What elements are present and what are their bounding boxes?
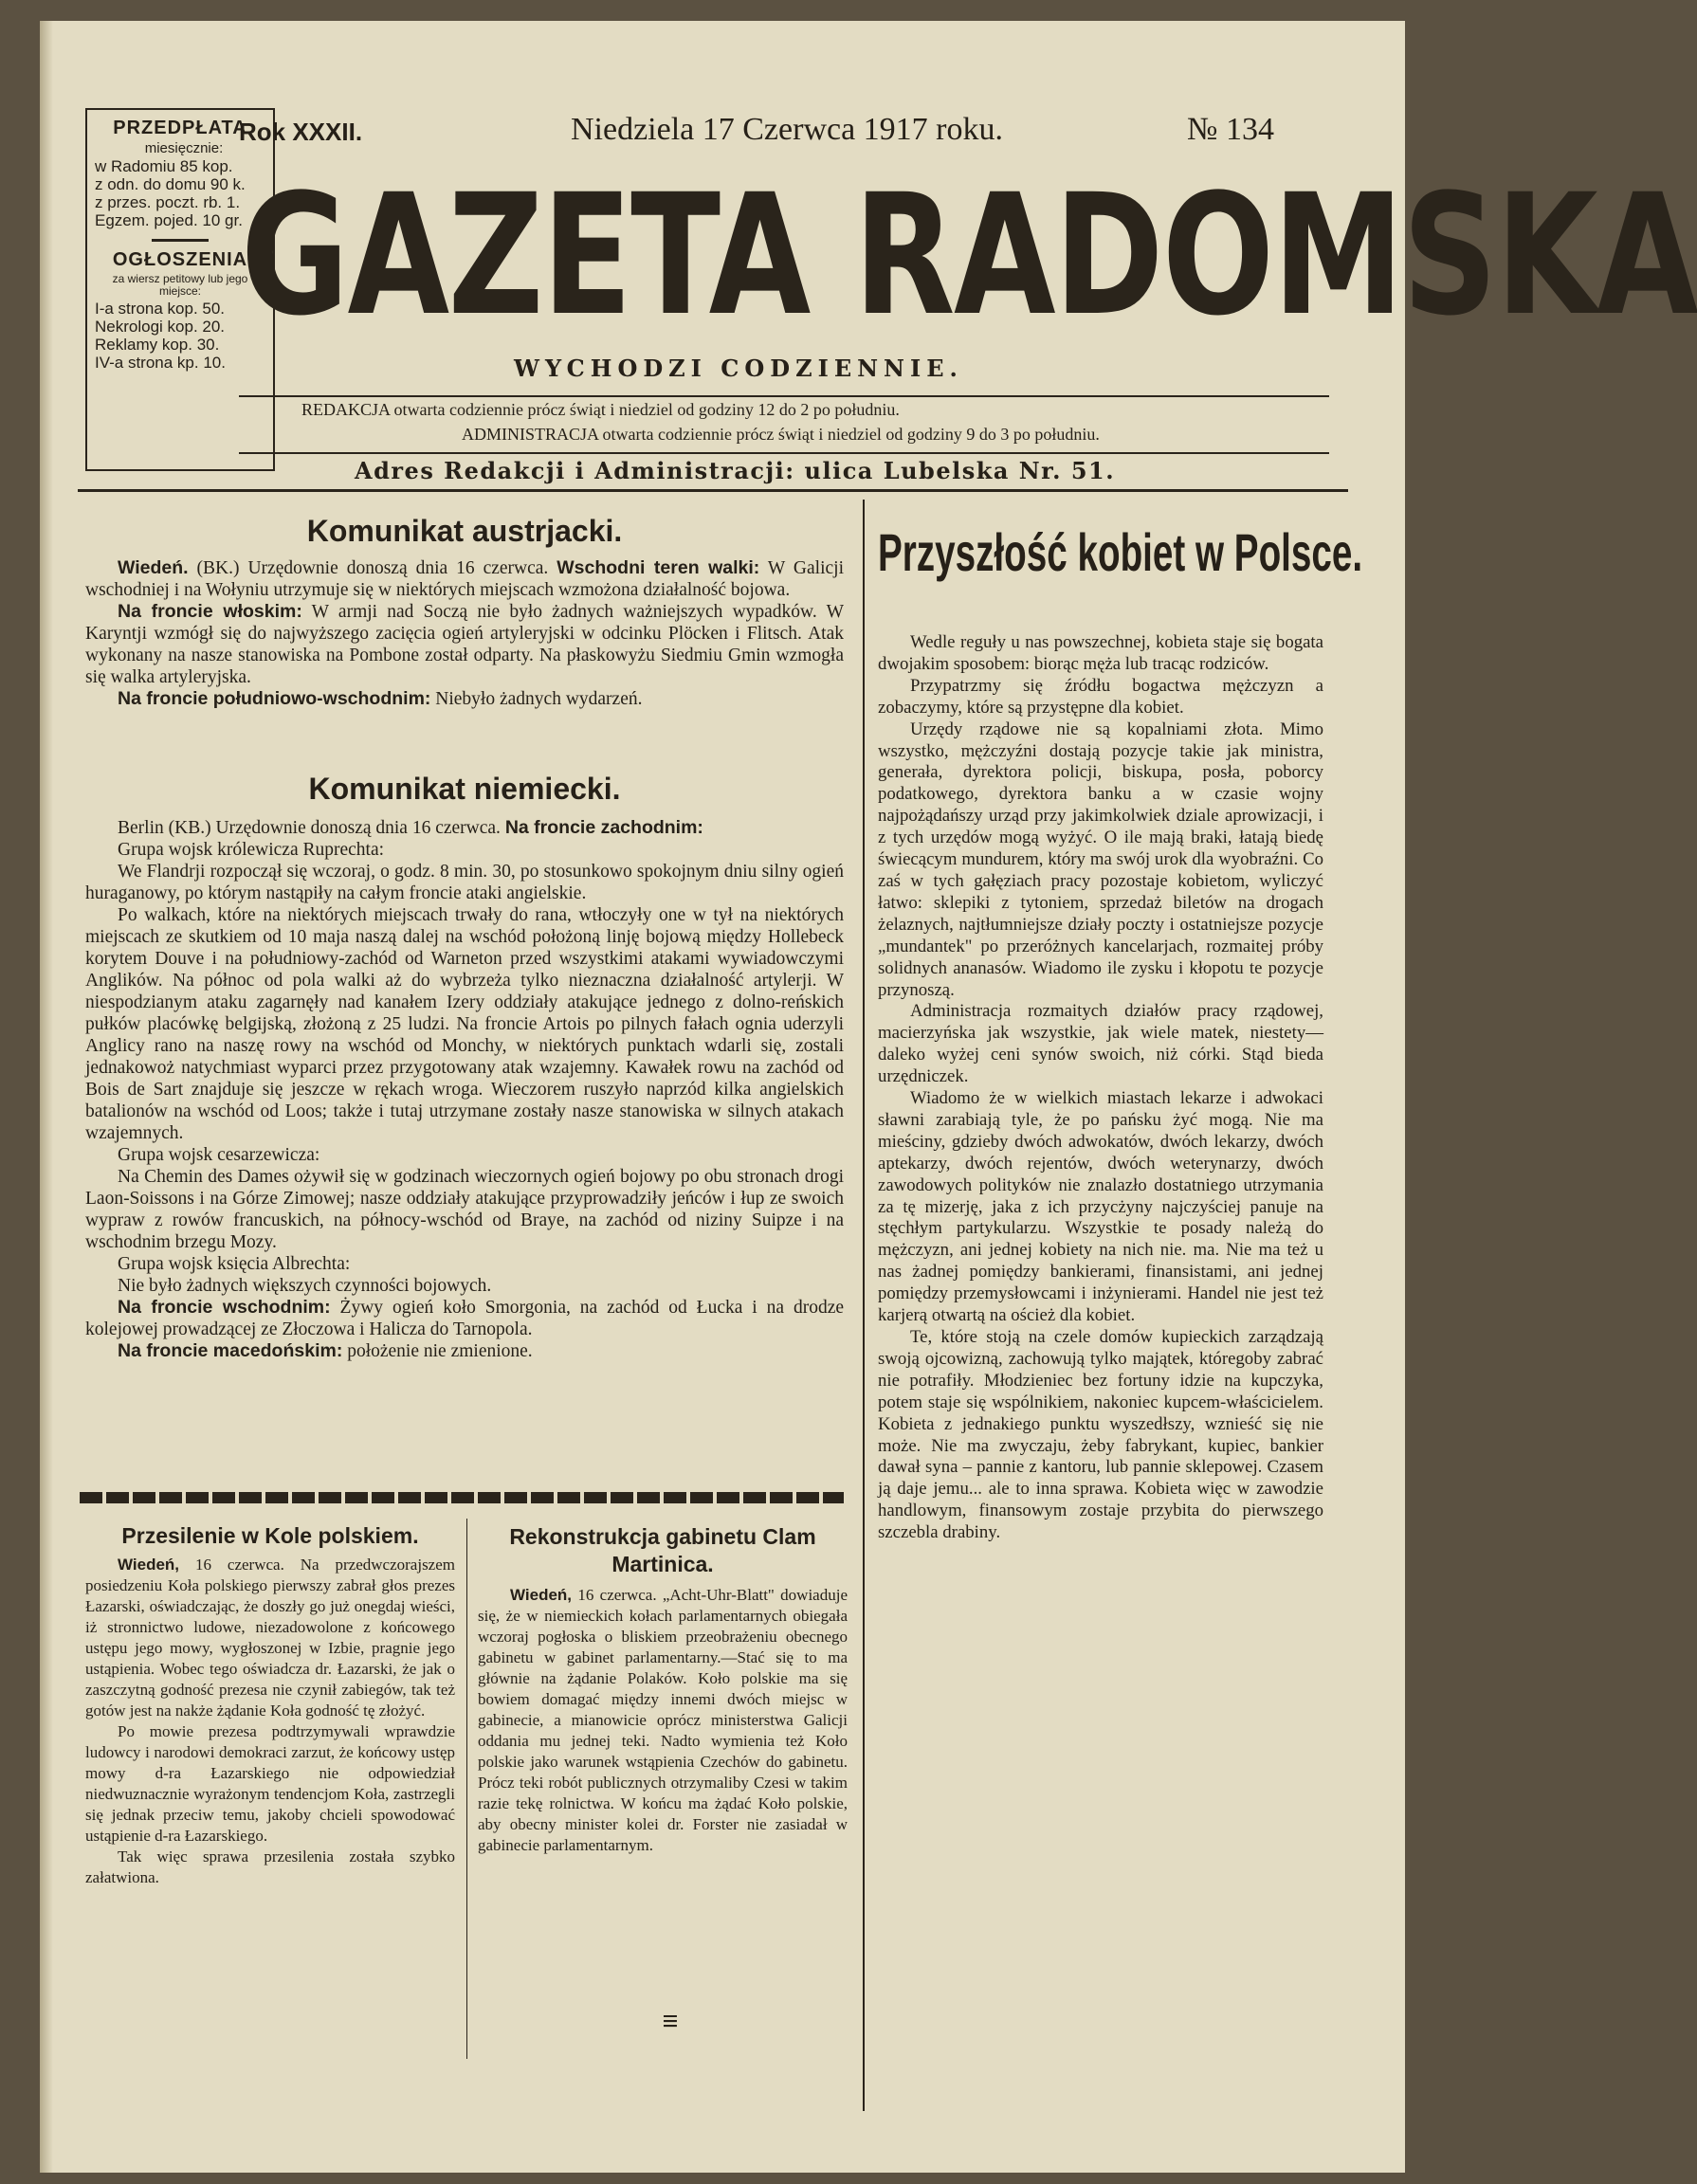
article-title: Komunikat niemiecki. [308, 772, 621, 806]
front-label: Wschodni teren walki: [557, 557, 760, 578]
ads-line: Nekrologi kop. 20. [95, 318, 226, 336]
article-title: Przyszłość kobiet w Polsce. [878, 522, 1363, 582]
article-przyszlosc-kobiet [878, 632, 1323, 1544]
article-text: Grupa wojsk królewicza Ruprechta: [118, 840, 385, 860]
place-name: Wiedeń, [118, 1556, 180, 1574]
article-title: Komunikat austrjacki. [306, 514, 623, 548]
article-text: We Flandrji rozpoczął się wczoraj, o godz. 8 min. 30, po stosunkowo spokojnym dniu silny ogień huraganowy, po którym nastąpiły na całym froncie ataki angielskie. [85, 862, 844, 903]
header-rule [239, 452, 1329, 454]
article-text: W armji nad Soczą nie było żadnych ważniejszych wypadków. W Karyntji wzmógł się do najwyższego zacięcia ogień artyleryjski w odcinku Plöcken i Flitsch. Atak wykonany na nasze stanowiska na Pombone został odparty. Na płaskowyżu Siedmiu Gmin wzmogła się walka artyleryjska. [85, 602, 844, 687]
front-label: Na froncie macedońskim: [118, 1340, 343, 1361]
article-text: Urzędy rządowe nie są kopalniami złota. Mimo wszystko, mężczyźni dostają pozycje takie jak ministra, generała, dyrektora policji, biskupa, posła, poborcy podatkowego, dyrektora banku a w czasie wojny najpożądańszy urząd przy jakimkolwiek dziale aprowizacji, i z tych urzędów mogą wyżyć. O ile mają braki, łatają biedę świecącym mundurem, który ma swój urok dla wyobraźni. Co zaś w tych gałęziach pracy pozostaje kobietom, wyliczyć łatwo: sklepiki z tytoniem, sprzedaż biletów na drogach żelaznych, najtłumniejsze działy poczty i ostatniejsze pozycje „mundantek" po przeróżnych kancelarjach, rozmaitej próby solidnych ananasów. Wiadomo ile zysku i kłopotu te pozycje przynoszą. [878, 719, 1323, 1000]
page-edge [40, 21, 53, 2173]
article-rekonstrukcja [478, 1585, 848, 1856]
article-text: Nie było żadnych większych czynności bojowych. [118, 1276, 492, 1296]
article-kolo-polskie [85, 1555, 455, 1888]
article-title: Przesilenie w Kole polskiem. [121, 1523, 419, 1548]
article-text: położenie nie zmienione. [342, 1341, 533, 1361]
ads-title: OGŁOSZENIA [112, 249, 248, 270]
article-title: Rekonstrukcja gabinetu Clam Martinica. [509, 1524, 816, 1576]
article-text: Berlin (KB.) Urzędownie donoszą dnia 16 czerwca. [118, 818, 505, 838]
divider [152, 239, 209, 242]
ads-note: za wiersz petitowy lub jego miejsce: [112, 272, 248, 298]
article-text: 16 czerwca. „Acht-Uhr-Blatt" dowiaduje się, że w niemieckich kołach parlamentarnych obiegała wczoraj pogłoska o bliskiem przeobrażeniu obecnego gabinetu w gabinet parlamentarny.—Stać się to ma głównie na żądanie Polaków. Koło polskie ma się bowiem domagać między innemi dwóch miejsc w gabinecie, a mianowicie oprócz ministerstwa Galicji oddania mu jednej teki. Nadto wymienia też Koło polskie jako warunek wstąpienia Czechów do gabinetu. Prócz teki robót publicznych otrzymaliby Czesi w takim razie tekę rolnictwa. W końcu ma żądać Koło polskie, aby obecny minister kolei dr. Forster nie zasiadał w gabinecie parlamentarnym. [478, 1586, 848, 1854]
subscription-line: w Radomiu 85 kop. [95, 157, 233, 175]
article-german-communique [85, 817, 844, 1362]
article-austrian-communique [85, 557, 844, 710]
address-line: Adres Redakcji i Administracji: ulica Lubelska Nr. 51. [355, 457, 1116, 484]
header-rule [239, 395, 1329, 397]
redakcja-hours: REDAKCJA otwarta codziennie prócz świąt i niedziel od godziny 12 do 2 po południu. [301, 400, 900, 419]
header-bottom-rule [78, 489, 1348, 492]
section-rule [80, 1492, 844, 1503]
ads-line: IV-a strona kp. 10. [95, 354, 226, 372]
masthead-title: GAZETA RADOMSKA [241, 158, 1697, 353]
article-text: 16 czerwca. Na przedwczorajszem posiedzeniu Koła polskiego pierwszy zabrał głos prezes Łazarski, oświadczając, że doszły go już onegdaj wieści, iż stronnictwo ludowe, niezadowolone z końcowego ustępu jego mowy, wygłoszonej w Izbie, pragnie jego ustąpienia. Wobec tego oświadcza dr. Łazarski, że jak o zaszczytną godność prezesa nie czynił zabiegów, tak też gotów jest na nakże żądanie Koła godność tę złożyć. [85, 1556, 455, 1720]
article-text: Grupa wojsk cesarzewicza: [118, 1145, 320, 1165]
article-text: Przypatrzmy się źródłu bogactwa mężczyzn a zobaczymy, które są przystępne dla kobiet. [878, 675, 1323, 718]
article-text: (BK.) Urzędownie donoszą dnia 16 czerwca. [188, 558, 557, 578]
article-text: Niebyło żadnych wydarzeń. [430, 689, 643, 709]
front-label: Na froncie zachodnim: [504, 817, 703, 838]
place-name: Wiedeń, [510, 1586, 573, 1604]
article-text: Administracja rozmaitych działów pracy rządowej, macierzyńska jak wszystkie, jak wiele matek, niestety—daleko wyżej ceni synów swoich, niż córki. Stąd bieda urzędniczek. [878, 1001, 1323, 1087]
article-text: Te, które stoją na czele domów kupieckich zarządzają swoją ojcowizną, zachowują tylko majątek, któregoby zabrać nie potrafiły. Młodzieniec bez fortuny idzie na kupczyka, potem staje się wspólnikiem, nakoniec kupcem-właścicielem. Kobieta z jednakiego punktu wyszedłszy, wznieść się nie może. Nie ma zwyczaju, żeby fabrykant, kupiec, bankier dawał syna – pannie z kantoru, lub pannie sklepowej. Czasem ją daje jemu... ale to inna sprawa. Kobieta więc w zawodzie handlowym, finansowym zostaje przybita do pierwszego szczebla drabiny. [878, 1327, 1323, 1543]
article-text: Grupa wojsk księcia Albrechta: [118, 1254, 351, 1274]
article-text: Żywy ogień koło Smorgonia, na zachód od Łucka i na drodze kolejowej prowadzącej ze Złoczowa i Halicza do Tarnopola. [85, 1298, 845, 1339]
subscription-line: z przes. poczt. rb. 1. [95, 193, 241, 211]
article-text: Wedle reguły u nas powszechnej, kobieta staje się bogata dwojakim sposobem: biorąc męża lub tracąc rodziców. [878, 632, 1323, 674]
masthead-subtitle: WYCHODZI CODZIENNIE. [514, 355, 963, 382]
volume-number: Rok XXXII. [239, 118, 363, 146]
column-rule [863, 500, 865, 2111]
newspaper-page [40, 21, 1697, 2173]
dateline: Niedziela 17 Czerwca 1917 roku. [571, 112, 1003, 147]
front-label: Na froncie wschodnim: [118, 1297, 331, 1318]
column-rule [466, 1519, 467, 2059]
subscription-title: PRZEDPŁATA [113, 118, 247, 138]
article-text: Wiadomo że w wielkich miastach lekarze i adwokaci sławni zarabiają tyle, że po pańsku żyć mogą. Nie ma mieściny, gdzieby dwóch adwokatów, dwóch lekarzy, dwóch aptekarzy, dwóch rejentów, dwóch weterynarzy, dwóch zawodowych polityków nie znalazło dostatniego utrzymania za tę mizerję, jaka z ich przycżyny najczyściej panuje na stęchłym partykularzu. Wszystkie te posady należą do mężczyzn, ani jednej kobiety na nich nie. ma. Nie ma też u nas żadnej pomiędzy bankierami, finansistami, ani jednej pomiędzy przemysłowcami i inżynierami. Handel nie jest też karjerą otwartą na oścież dla kobiet. [878, 1088, 1323, 1326]
front-label: Na froncie włoskim: [118, 601, 302, 622]
article-text: Po mowie prezesa podtrzymywali wprawdzie ludowcy i narodowi demokraci zarzut, że końcowy ustęp mowy d-ra Łazarskiego nie odpowiedział niedwuznacznie wyrażonym tendencjom Koła, zastrzegli się jednak przeciw temu, jakoby chcieli spowodować ustąpienie d-ra Łazarskiego. [85, 1722, 455, 1845]
ads-line: I-a strona kop. 50. [95, 300, 226, 318]
ornament-divider: ≡ [662, 2006, 679, 2037]
article-text: Na Chemin des Dames ożywił się w godzinach wieczornych ogień bojowy po obu stronach drogi Laon-Soissons i na Górze Zimowej; nasze oddziały atakujące przyprowadziły jeńców i łup ze swoich wypraw z rowów francuskich, na północy-wschód od Braye, na zachód od niziny Suipze i na wschodnim brzegu Mozy. [85, 1167, 844, 1252]
subscription-line: z odn. do domu 90 k. [95, 175, 246, 193]
ads-line: Reklamy kop. 30. [95, 336, 220, 354]
subscription-line: Egzem. pojed. 10 gr. [95, 211, 243, 229]
article-text: Po walkach, które na niektórych miejscach trwały do rana, wtłoczyły one w tył na niektórych miejscach ze skutkiem od 10 maja naszą dalej na wschód położoną linję bojową między Hollebeck korytem Douve i na południowy-zachód od Warneton przed wszystkimi atakami wywiadowczymi Anglików. Na północ od pola walki aż do wybrzeża tylko nieznaczna działalność artylerji. W niespodzianym ataku zagarnęły nad kanałem Izery oddziały atakujące jednego z dolno-reńskich pułków placówkę belgijską, złożoną z 25 ludzi. Na froncie Artois po pilnych fałach ognia uderzyli Anglicy rano na naszę rowy na wschód od Monchy, w niektórych punktach wdarli się, zostali jednakowoż natychmiast wyparci przez przygotowany atak wzajemny. Kawałek rowu na zachód od Bois de Sart znajduje się jeszcze w rękach wroga. Wieczorem ruszyło naprzód kilka angielskich batalionów na wschód od Loos; także i tutaj utrzymane zostały nasze stanowiska w silnych atakach wzajemnych. [85, 905, 844, 1143]
administracja-hours: ADMINISTRACJA otwarta codziennie prócz świąt i niedziel od godziny 9 do 3 po południu. [462, 425, 1100, 444]
issue-number: № 134 [1187, 112, 1274, 147]
place-name: Wiedeń. [118, 557, 189, 578]
article-text: W Galicji wschodniej i na Wołyniu utrzymuje się w niektórych miejscach wzmożona działalność bojowa. [85, 558, 844, 600]
front-label: Na froncie południowo-wschodnim: [118, 688, 431, 709]
subscription-subtitle: miesięcznie: [144, 140, 224, 156]
article-text: Tak więc sprawa przesilenia została szybko załatwiona. [85, 1847, 455, 1886]
